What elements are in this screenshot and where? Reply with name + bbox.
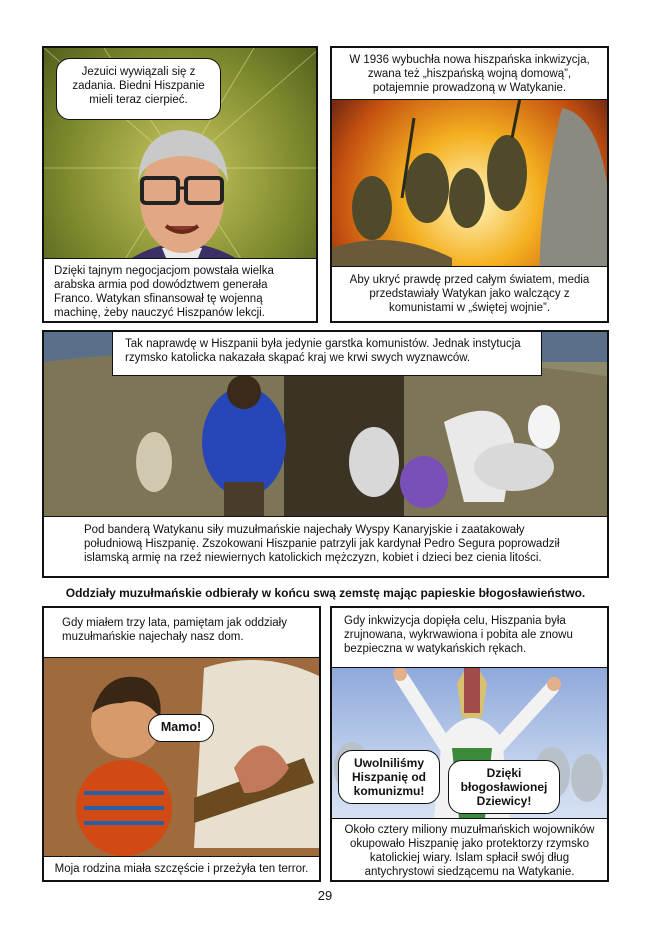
- caption: Dzięki tajnym negocjacjom powstała wielka arabska armia pod dowództwem generała Franco. Watykan sfinansował tę wojenną machinę, żeby nauczyć Hiszpanów lekcji.: [44, 258, 316, 321]
- caption-top: W 1936 wybuchła nowa hiszpańska inkwizycja, zwana też „hiszpańską wojną domową”, potajemnie prowadzoną w Watykanie.: [332, 48, 607, 100]
- speech-bubble-mamo: Mamo!: [148, 714, 214, 742]
- caption-top: Gdy inkwizycja dopięła celu, Hiszpania była zrujnowana, wykrwawiona i pobita ale znowu bezpieczna w watykańskich rękach.: [332, 608, 607, 668]
- panel-victory: [330, 606, 609, 882]
- caption-bottom: Około cztery miliony muzułmańskich wojowników okupowało Hiszpanię jako protektorzy rzymsko katolickiej wiary. Islam spłacił swój dług antychrystowi siedzącemu na Watykanie.: [332, 818, 607, 880]
- panel-civil-war: [330, 46, 609, 323]
- caption-top: Tak naprawdę w Hiszpanii była jedynie garstka komunistów. Jednak instytucja rzymsko katolicka nakazała skąpać kraj we krwi swych wyznawców.: [112, 332, 542, 376]
- panel-child-memory: [42, 606, 321, 882]
- page-number: 29: [317, 888, 333, 903]
- speech-bubble-left: Uwolniliśmy Hiszpanię od komunizmu!: [338, 750, 440, 804]
- caption-top: Gdy miałem trzy lata, pamiętam jak oddziały muzułmańskie najechały nasz dom.: [44, 608, 319, 658]
- caption-bottom: Aby ukryć prawdę przed całym światem, media przedstawiały Watykan jako walczący z komunistami w „świętej wojnie”.: [332, 266, 607, 321]
- caption-bottom: Pod banderą Watykanu siły muzułmańskie najechały Wyspy Kanaryjskie i zaatakowały południową Hiszpanię. Zszokowani Hiszpanie patrzyli jak kardynał Pedro Segura poprowadził islamską armię na rzeź niewiernych katolickich mężczyzn, kobiet i dzieci bez cienia litości.: [44, 516, 607, 576]
- caption-bottom: Moja rodzina miała szczęście i przeżyła ten terror.: [44, 856, 319, 880]
- headline: Oddziały muzułmańskie odbierały w końcu swą zemstę mając papieskie błogosławieństwo.: [65, 586, 586, 600]
- speech-bubble-right: Dzięki błogosławionej Dziewicy!: [448, 760, 560, 814]
- panel-invasion: [42, 330, 609, 578]
- speech-bubble: Jezuici wywiązali się z zadania. Biedni Hiszpanie mieli teraz cierpieć.: [56, 58, 221, 120]
- panel-jesuit-speaker: [42, 46, 318, 323]
